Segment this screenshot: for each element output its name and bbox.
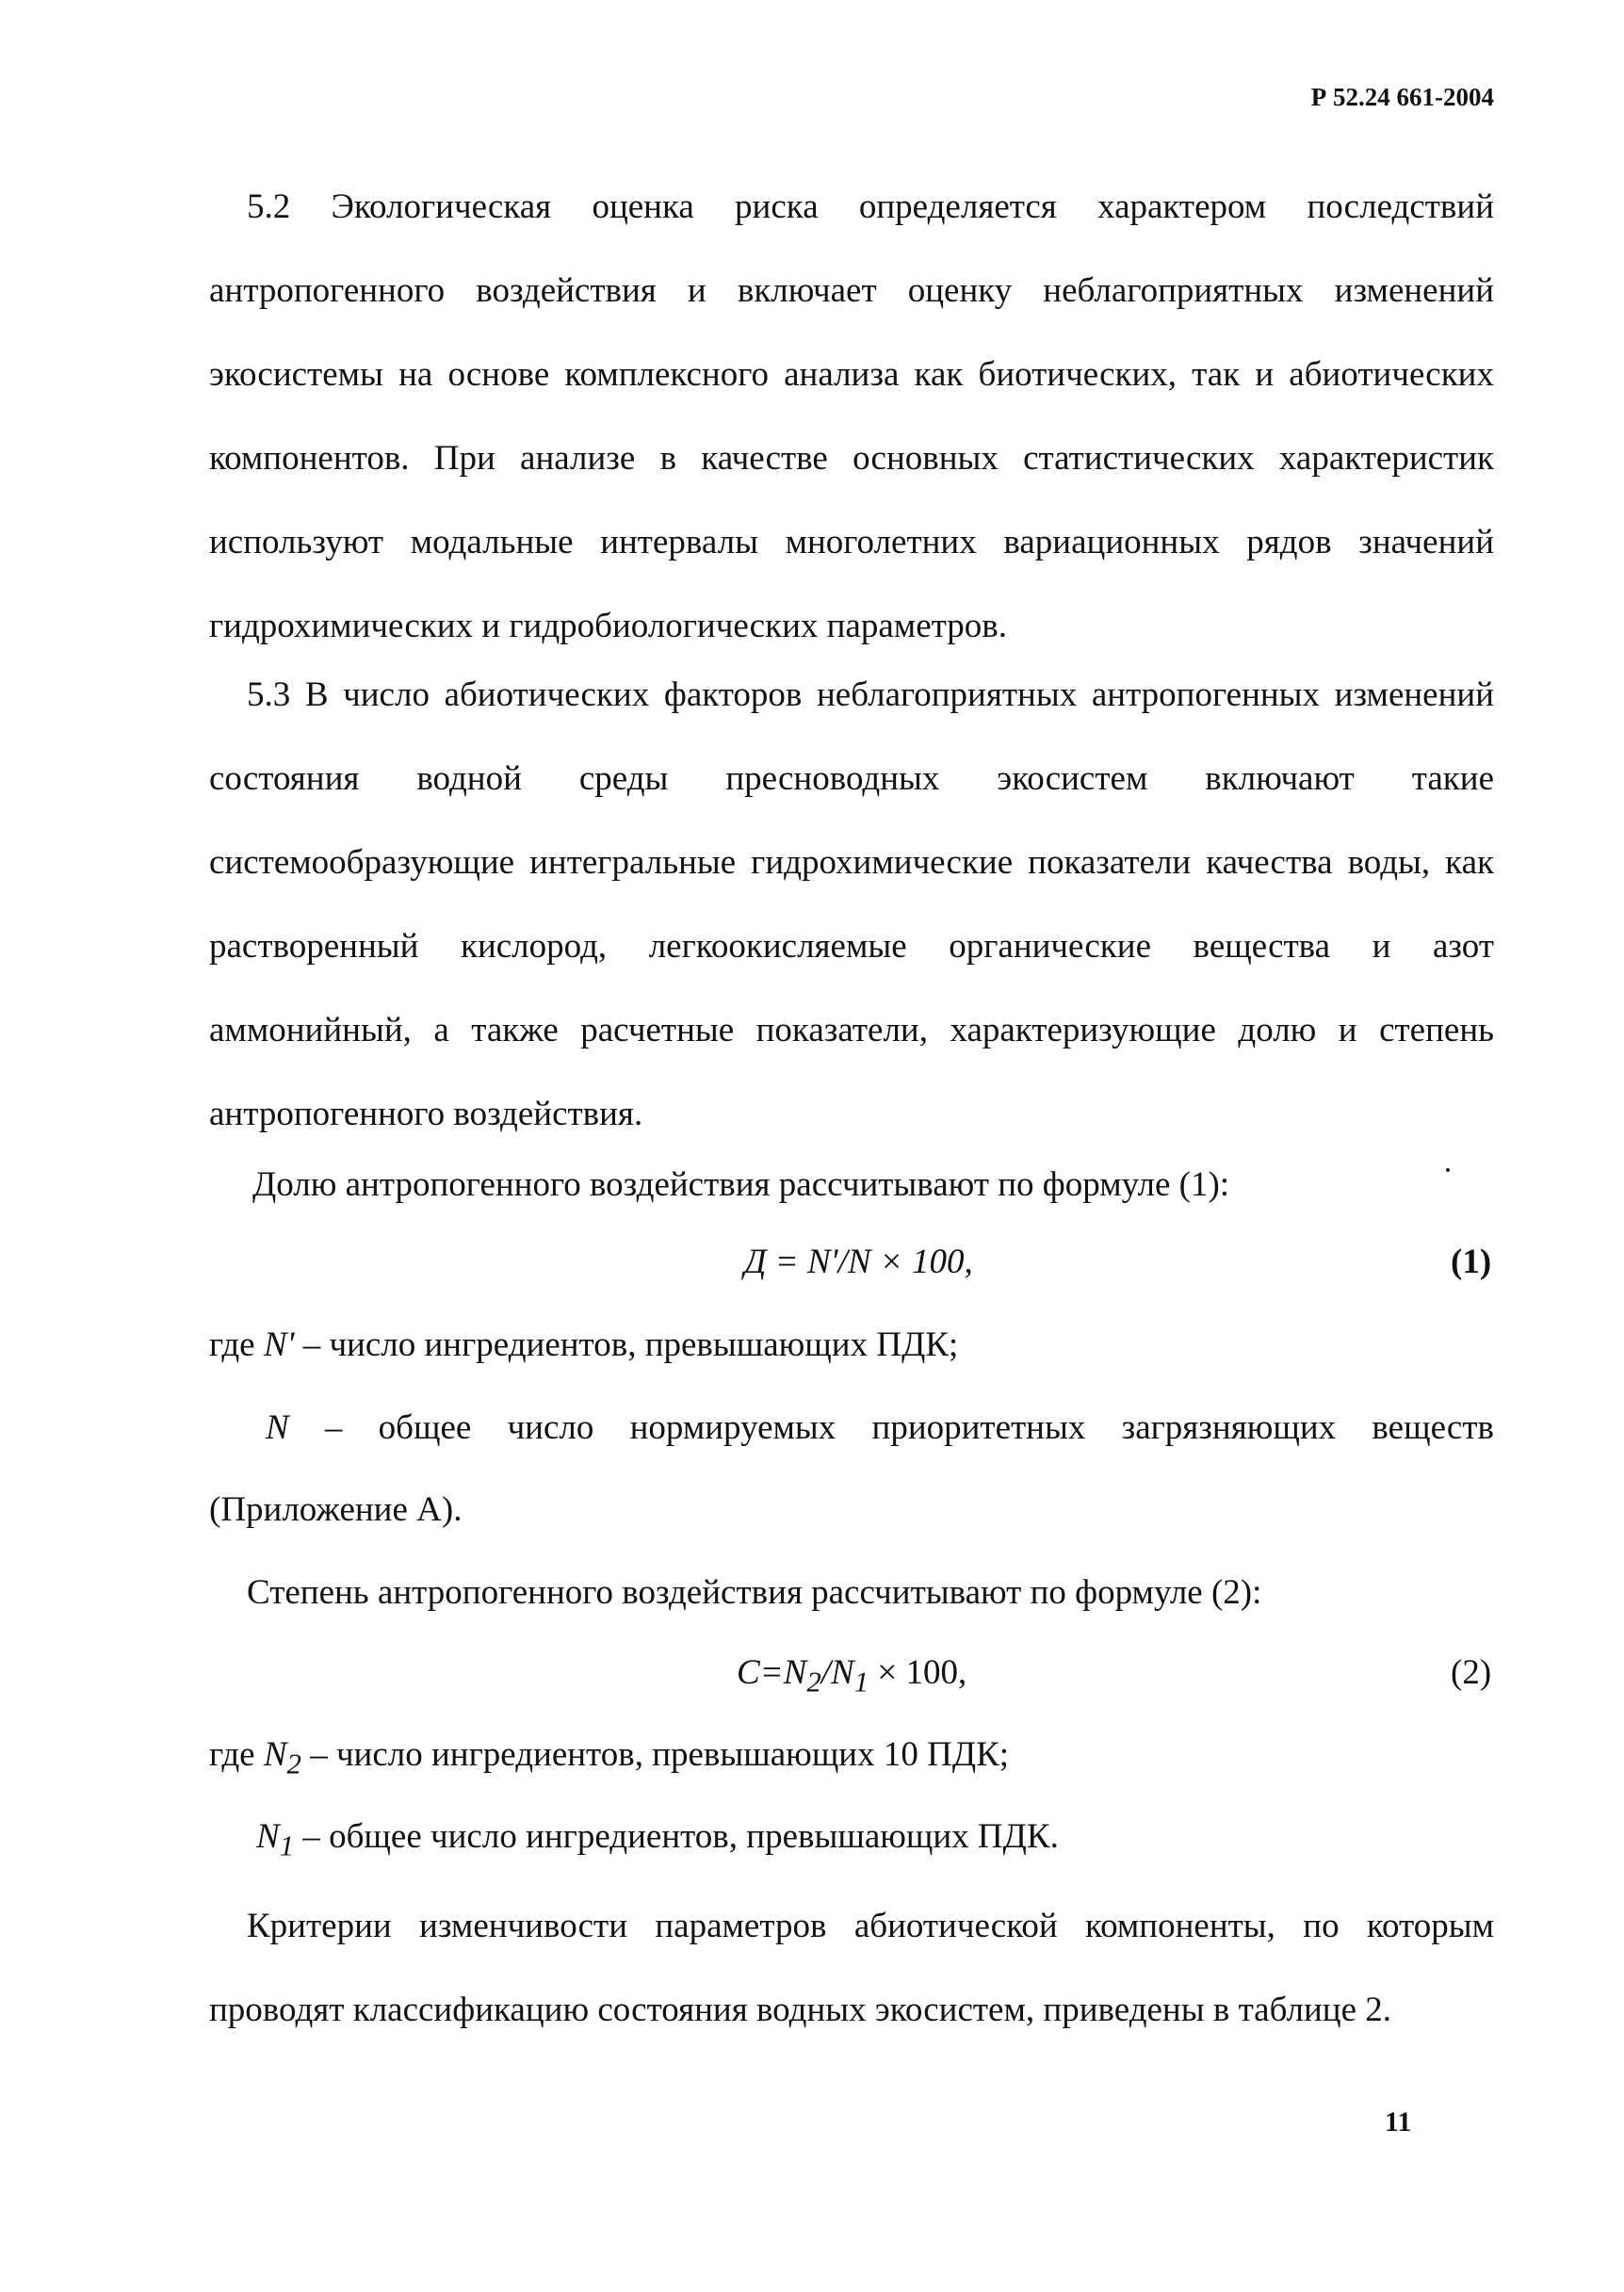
formula-2-intro: Степень антропогенного воздействия рассчитывают по формуле (2):	[247, 1573, 1262, 1612]
formula-2-expression: $C=N_2/N_1 \times 100$,	[737, 1653, 967, 1699]
variable-n: N	[266, 1408, 289, 1447]
formula-1-where-line	[209, 1324, 958, 1367]
n-description: – общее число нормируемых приоритетных загрязняющих веществ	[288, 1408, 1494, 1447]
page-number: 11	[1385, 2106, 1412, 2138]
document-code: Р 52.24 661-2004	[1310, 83, 1494, 111]
variable-n2: N	[263, 1735, 287, 1774]
variable-n-prime: N'	[263, 1325, 295, 1364]
where-description: – число ингредиентов, превышающих 10 ПДК;	[300, 1735, 1010, 1774]
stray-dot	[1446, 1168, 1450, 1172]
formula-2-where-line: где $N_2$ – число ингредиентов, превышающих 10 ПДК;	[209, 1735, 1010, 1780]
where-description: – число ингредиентов, превышающих ПДК;	[294, 1325, 959, 1364]
formula-2-number: (2)	[1451, 1653, 1492, 1692]
formula-2-n1-line: $N_1$ – общее число ингредиентов, превышающих ПДК.	[256, 1817, 1059, 1862]
n1-description: – общее число ингредиентов, превышающих ПДК.	[294, 1817, 1059, 1856]
where-prefix: где	[209, 1325, 264, 1364]
formula-1-number: (1)	[1451, 1243, 1492, 1281]
section-5-2-paragraph: 5.2 Экологическая оценка риска определяется характером последствий антропогенного воздействия и включает оценку неблагоприятных изменений экосистемы на основе комплексного анализа как биотических, так и абиотических компонентов. При анализе в качестве основных статистических характеристик используют модальные интервалы многолетних вариационных рядов значений гидрохимических и гидробиологических параметров.	[209, 187, 1494, 645]
formula-1-expression: Д = N'/N × 100,	[744, 1243, 973, 1281]
criteria-paragraph: Критерии изменчивости параметров абиотической компоненты, по которым проводят классификацию состояния водных экосистем, приведены в таблице 2.	[209, 1907, 1494, 2029]
variable-n1: N	[256, 1817, 280, 1856]
formula-1-intro: Долю антропогенного воздействия рассчитывают по формуле (1):	[252, 1165, 1230, 1204]
where-prefix: где	[209, 1735, 264, 1774]
formula-1-n-line	[266, 1406, 1494, 1450]
section-5-3-paragraph: 5.3 В число абиотических факторов неблагоприятных антропогенных изменений состояния водной среды пресноводных экосистем включают такие системообразующие интегральные гидрохимические показатели качества воды, как растворенный кислород, легкоокисляемые органические вещества и азот аммонийный, а также расчетные показатели, характеризующие долю и степень антропогенного воздействия.	[209, 675, 1494, 1133]
formula-1-n-continuation: (Приложение А).	[209, 1490, 463, 1529]
